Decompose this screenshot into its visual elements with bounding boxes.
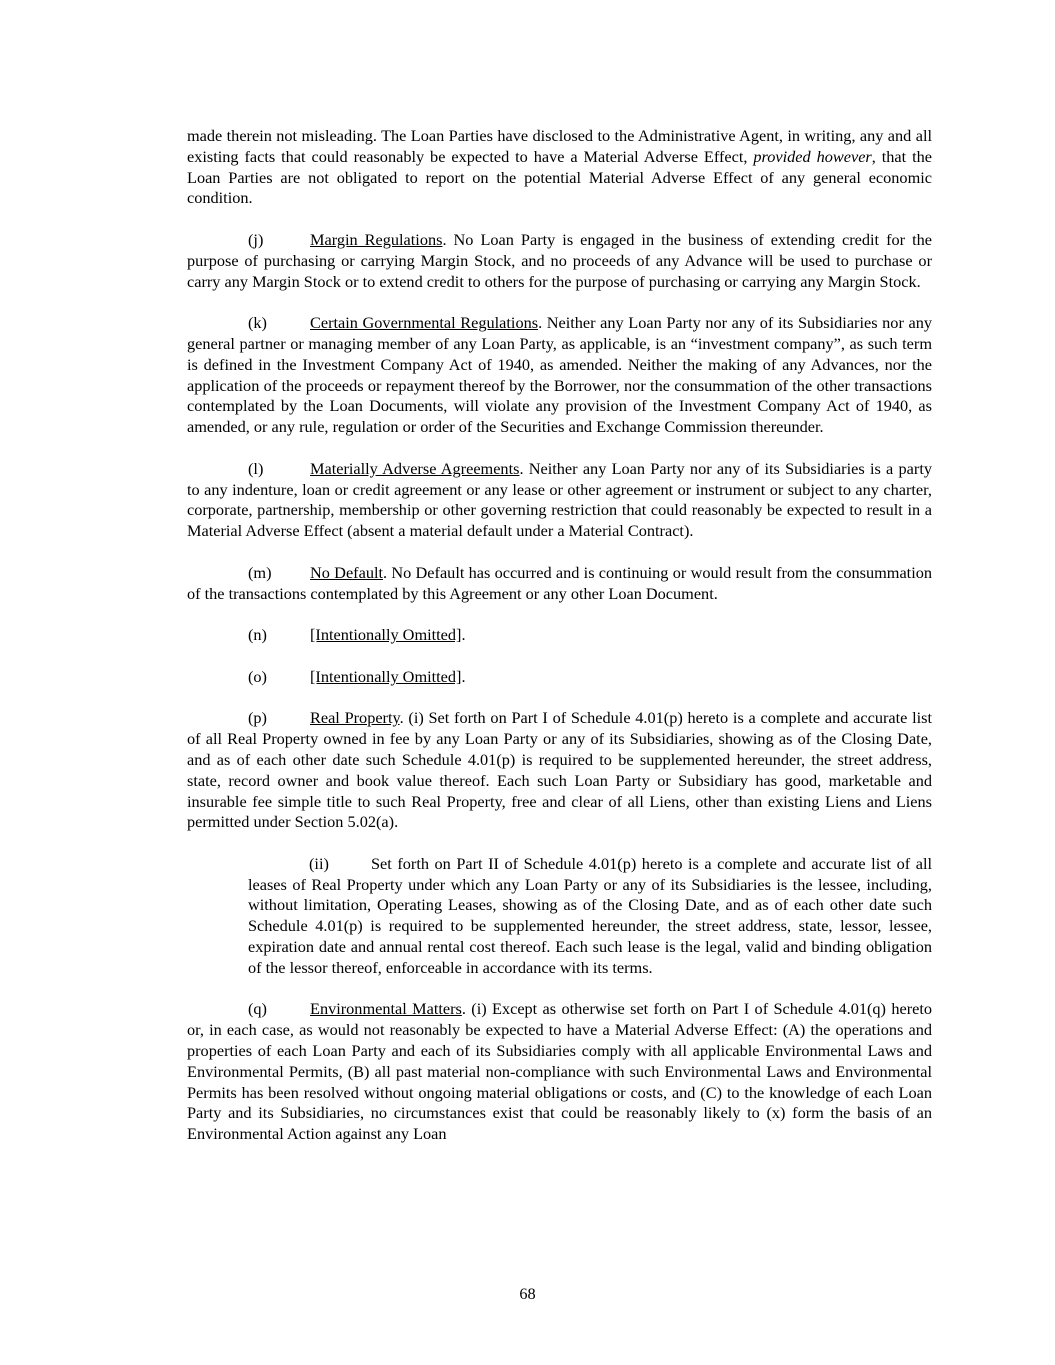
section-body-q: . (i) Except as otherwise set forth on Part I of Schedule 4.01(q) hereto or, in each case, as would not reasonably be expected to have a Material Adverse Effect: (A) the operations and properties of each Loan Party and each of its Subsidiaries comply with all applicable Environmental Laws and Environmental Permits, (B) all past material non-compliance with such Environmental Laws and Environmental Permits has been resolved without ongoing material obligations or costs, and (C) to the knowledge of each Loan Party and its Subsidiaries, no circumstances exist that could be reasonably likely to (x) form the basis of an Environmental Action against any Loan bbox=[187, 999, 933, 1144]
section-body-m: . No Default has occurred and is continuing or would result from the consummation of the transactions contemplated by this Agreement or any other Loan Document. bbox=[187, 562, 933, 603]
section-label-n: (n) bbox=[248, 625, 267, 645]
section-body-o: . bbox=[461, 666, 466, 686]
paragraph-o bbox=[187, 667, 932, 688]
page-number: 68 bbox=[519, 1284, 536, 1303]
section-body-n: . bbox=[461, 625, 466, 645]
section-label-j: (j) bbox=[248, 229, 264, 249]
section-label-p: (p) bbox=[248, 708, 267, 728]
intro-text-1: made therein not misleading. The Loan Parties have disclosed to the Administrative Agent, in writing, any and all existing facts that could reasonably be expected to have a Material Adverse Effect, bbox=[187, 126, 932, 166]
paragraph-p-ii bbox=[248, 854, 932, 979]
section-body-l: . Neither any Loan Party nor any of its Subsidiaries is a party to any indenture, loan or credit agreement or any lease or other agreement or instrument or subject to any charter, corporate, partnership, membership or other governing restriction that could reasonably be expected to result in a Material Adverse Effect (absent a material default under a Material Contract). bbox=[187, 458, 932, 541]
section-label-o: (o) bbox=[248, 666, 267, 686]
paragraph-l bbox=[187, 459, 932, 542]
section-heading-o: [Intentionally Omitted] bbox=[310, 666, 462, 686]
section-label-l: (l) bbox=[248, 458, 264, 478]
section-heading-m: No Default bbox=[310, 562, 384, 582]
section-heading-l: Materially Adverse Agreements bbox=[310, 458, 520, 478]
section-heading-k: Certain Governmental Regulations bbox=[310, 313, 539, 333]
paragraph-n bbox=[187, 625, 932, 646]
intro-italic: provided however bbox=[753, 146, 872, 166]
paragraph-q bbox=[187, 999, 932, 1145]
section-label-m: (m) bbox=[248, 562, 272, 582]
paragraph-intro bbox=[187, 126, 932, 209]
paragraph-k bbox=[187, 313, 932, 438]
section-label-q: (q) bbox=[248, 999, 267, 1019]
section-body-k: . Neither any Loan Party nor any of its Subsidiaries nor any general partner or managing member of any Loan Party, as applicable, is an “investment company”, as such term is defined in the Investment Company Act of 1940, as amended. Neither the making of any Advances, nor the application of the proceeds or repayment thereof by the Borrower, nor the consummation of the other transactions contemplated by the Loan Documents, will violate any provision of the Investment Company Act of 1940, as amended, or any rule, regulation or order of the Securities and Exchange Commission thereunder. bbox=[187, 313, 932, 437]
section-heading-p: Real Property bbox=[310, 708, 400, 728]
section-heading-n: [Intentionally Omitted] bbox=[310, 625, 462, 645]
section-label-k: (k) bbox=[248, 313, 267, 333]
intro-text-2: , that the Loan Parties are not obligated to report on the potential Material Adverse Effect of any general economic condition. bbox=[187, 146, 933, 208]
section-label-p-ii: (ii) bbox=[309, 853, 329, 873]
section-heading-q: Environmental Matters bbox=[310, 999, 462, 1019]
document-body bbox=[187, 126, 932, 1166]
paragraph-m bbox=[187, 563, 932, 605]
paragraph-p bbox=[187, 708, 932, 833]
section-heading-j: Margin Regulations bbox=[310, 229, 443, 249]
section-body-p: . (i) Set forth on Part I of Schedule 4.01(p) hereto is a complete and accurate list of all Real Property owned in fee by any Loan Party or any of its Subsidiaries, showing as of the Closing Date, and as of each other date such Schedule 4.01(p) is required to be supplemented hereunder, the street address, state, record owner and book value thereof. Each such Loan Party or Subsidiary has good, marketable and insurable fee simple title to such Real Property, free and clear of all Liens, other than existing Liens and Liens permitted under Section 5.02(a). bbox=[187, 708, 933, 832]
section-body-p-ii: Set forth on Part II of Schedule 4.01(p) hereto is a complete and accurate list of all leases of Real Property under which any Loan Party or any of its Subsidiaries is the lessee, including, without limitation, Operating Leases, showing as of the Closing Date, and as of each other date such Schedule 4.01(p) is required to be supplemented hereunder, the street address, state, lessor, lessee, expiration date and annual rental cost thereof. Each such lease is the legal, valid and binding obligation of the lessor thereof, enforceable in accordance with its terms. bbox=[248, 853, 932, 977]
section-body-j: . No Loan Party is engaged in the business of extending credit for the purpose of purchasing or carrying Margin Stock, and no proceeds of any Advance will be used to purchase or carry any Margin Stock or to extend credit to others for the purpose of purchasing or carrying any Margin Stock. bbox=[187, 229, 932, 291]
paragraph-j bbox=[187, 230, 932, 292]
